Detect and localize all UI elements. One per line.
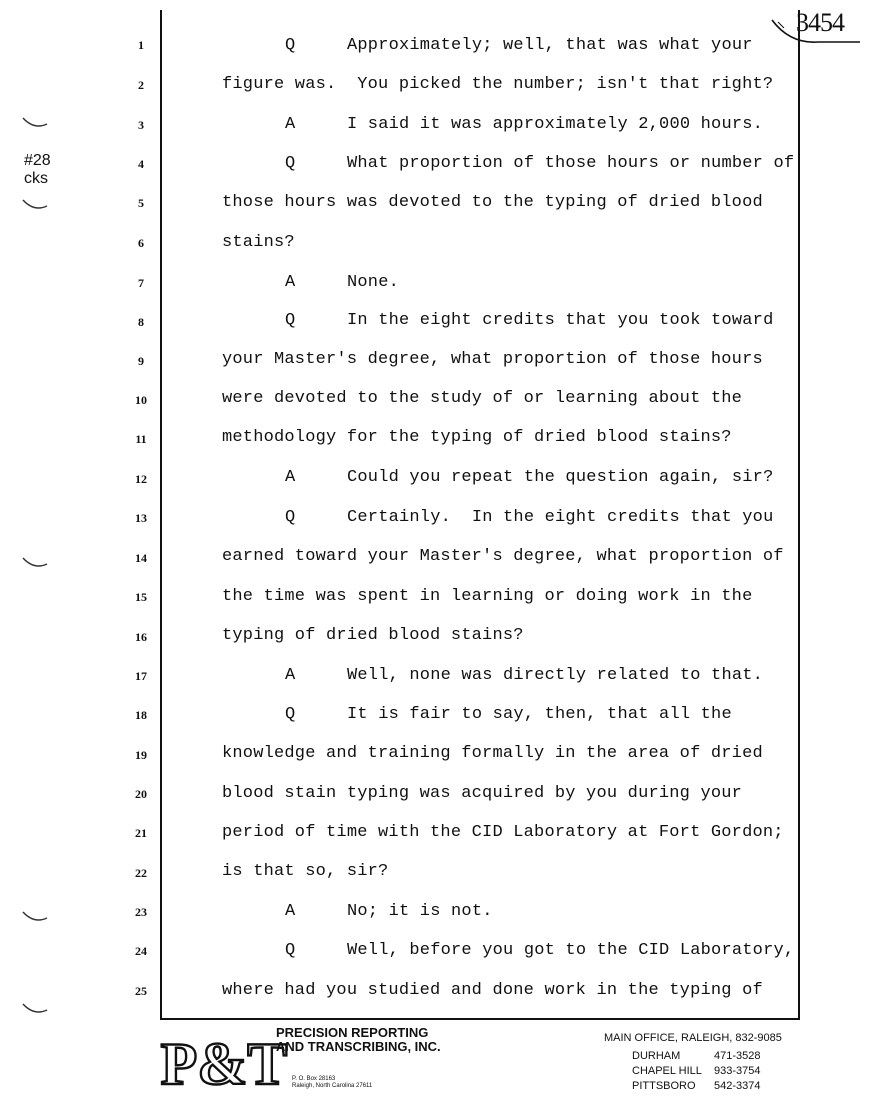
line-number: 4: [138, 157, 144, 171]
line-number: 1: [138, 38, 144, 52]
line-number: 20: [135, 787, 147, 801]
line-text: stains?: [222, 233, 295, 252]
line-number: 2: [138, 78, 144, 92]
line-number: 5: [138, 196, 144, 210]
page-number: 3454: [796, 8, 844, 37]
margin-binder-mark: [22, 910, 48, 924]
line-text: It is fair to say, then, that all the: [347, 705, 732, 724]
company-logo: [160, 1030, 288, 1097]
line-text: is that so, sir?: [222, 862, 389, 881]
line-number: 24: [135, 944, 147, 958]
line-text: In the eight credits that you took toward: [347, 311, 774, 330]
pobox-line1: P. O. Box 28163: [292, 1076, 336, 1082]
qa-label: A: [285, 666, 296, 685]
qa-label: Q: [285, 311, 296, 330]
line-text: Certainly. In the eight credits that you: [347, 508, 774, 527]
line-text: the time was spent in learning or doing work in the: [222, 587, 753, 606]
qa-label: Q: [285, 705, 296, 724]
company-name-line2: AND TRANSCRIBING, INC.: [276, 1039, 441, 1054]
margin-note-line2: cks: [24, 170, 48, 187]
main-office-phone: MAIN OFFICE, RALEIGH, 832-9085: [604, 1032, 782, 1044]
qa-label: A: [285, 468, 296, 487]
line-text: Could you repeat the question again, sir?: [347, 468, 774, 487]
line-text: Well, before you got to the CID Laboratory,: [347, 941, 795, 960]
qa-label: Q: [285, 36, 296, 55]
qa-label: Q: [285, 508, 296, 527]
pobox-line2: Raleigh, North Carolina 27611: [292, 1083, 373, 1089]
line-text: blood stain typing was acquired by you during your: [222, 784, 743, 803]
line-number: 3: [138, 118, 144, 132]
qa-label: A: [285, 115, 296, 134]
line-number: 11: [135, 432, 147, 446]
line-number: 17: [135, 669, 147, 683]
line-number: 18: [135, 708, 147, 722]
office-city: DURHAM: [632, 1050, 681, 1062]
line-number: 23: [135, 905, 147, 919]
margin-binder-mark: [22, 116, 48, 130]
margin-binder-mark: [22, 198, 48, 212]
line-number: 6: [138, 236, 144, 250]
line-text: typing of dried blood stains?: [222, 626, 524, 645]
line-text: those hours was devoted to the typing of dried blood: [222, 193, 763, 212]
line-text: were devoted to the study of or learning about the: [222, 389, 743, 408]
office-phone: 471-3528: [714, 1050, 761, 1062]
company-name-line1: PRECISION REPORTING: [276, 1025, 429, 1040]
qa-label: Q: [285, 941, 296, 960]
line-number: 8: [138, 315, 144, 329]
office-phone: 933-3754: [714, 1065, 761, 1077]
line-number: 10: [135, 393, 147, 407]
line-number: 7: [138, 276, 144, 290]
line-number: 14: [135, 551, 147, 565]
line-number: 13: [135, 511, 147, 525]
line-text: knowledge and training formally in the area of dried: [222, 744, 763, 763]
line-number: 16: [135, 630, 147, 644]
line-text: I said it was approximately 2,000 hours.: [347, 115, 764, 134]
line-number: 21: [135, 826, 147, 840]
line-text: What proportion of those hours or number of: [347, 154, 795, 173]
line-text: where had you studied and done work in the typing of: [222, 981, 763, 1000]
office-city: CHAPEL HILL: [632, 1065, 702, 1077]
company-logo-text: P&T: [160, 1031, 288, 1097]
line-text: earned toward your Master's degree, what proportion of: [222, 547, 784, 566]
qa-label: A: [285, 273, 296, 292]
qa-label: A: [285, 902, 296, 921]
line-text: Well, none was directly related to that.: [347, 666, 764, 685]
line-text: methodology for the typing of dried blood stains?: [222, 428, 732, 447]
line-number: 9: [138, 354, 144, 368]
line-text: No; it is not.: [347, 902, 493, 921]
line-text: Approximately; well, that was what your: [347, 36, 753, 55]
company-name: [276, 1026, 441, 1054]
line-text: figure was. You picked the number; isn't that right?: [222, 75, 774, 94]
margin-note: [24, 152, 51, 188]
qa-label: Q: [285, 154, 296, 173]
line-text: None.: [347, 273, 400, 292]
line-number: 25: [135, 984, 147, 998]
line-number: 12: [135, 472, 147, 486]
margin-note-line1: #28: [24, 152, 51, 169]
company-address: [292, 1076, 372, 1090]
office-city: PITTSBORO: [632, 1080, 696, 1092]
margin-binder-mark: [22, 1002, 48, 1016]
line-number: 22: [135, 866, 147, 880]
line-text: period of time with the CID Laboratory at Fort Gordon;: [222, 823, 784, 842]
margin-binder-mark: [22, 556, 48, 570]
line-number: 19: [135, 748, 147, 762]
line-text: your Master's degree, what proportion of those hours: [222, 350, 763, 369]
line-number: 15: [135, 590, 147, 604]
office-phone: 542-3374: [714, 1080, 761, 1092]
